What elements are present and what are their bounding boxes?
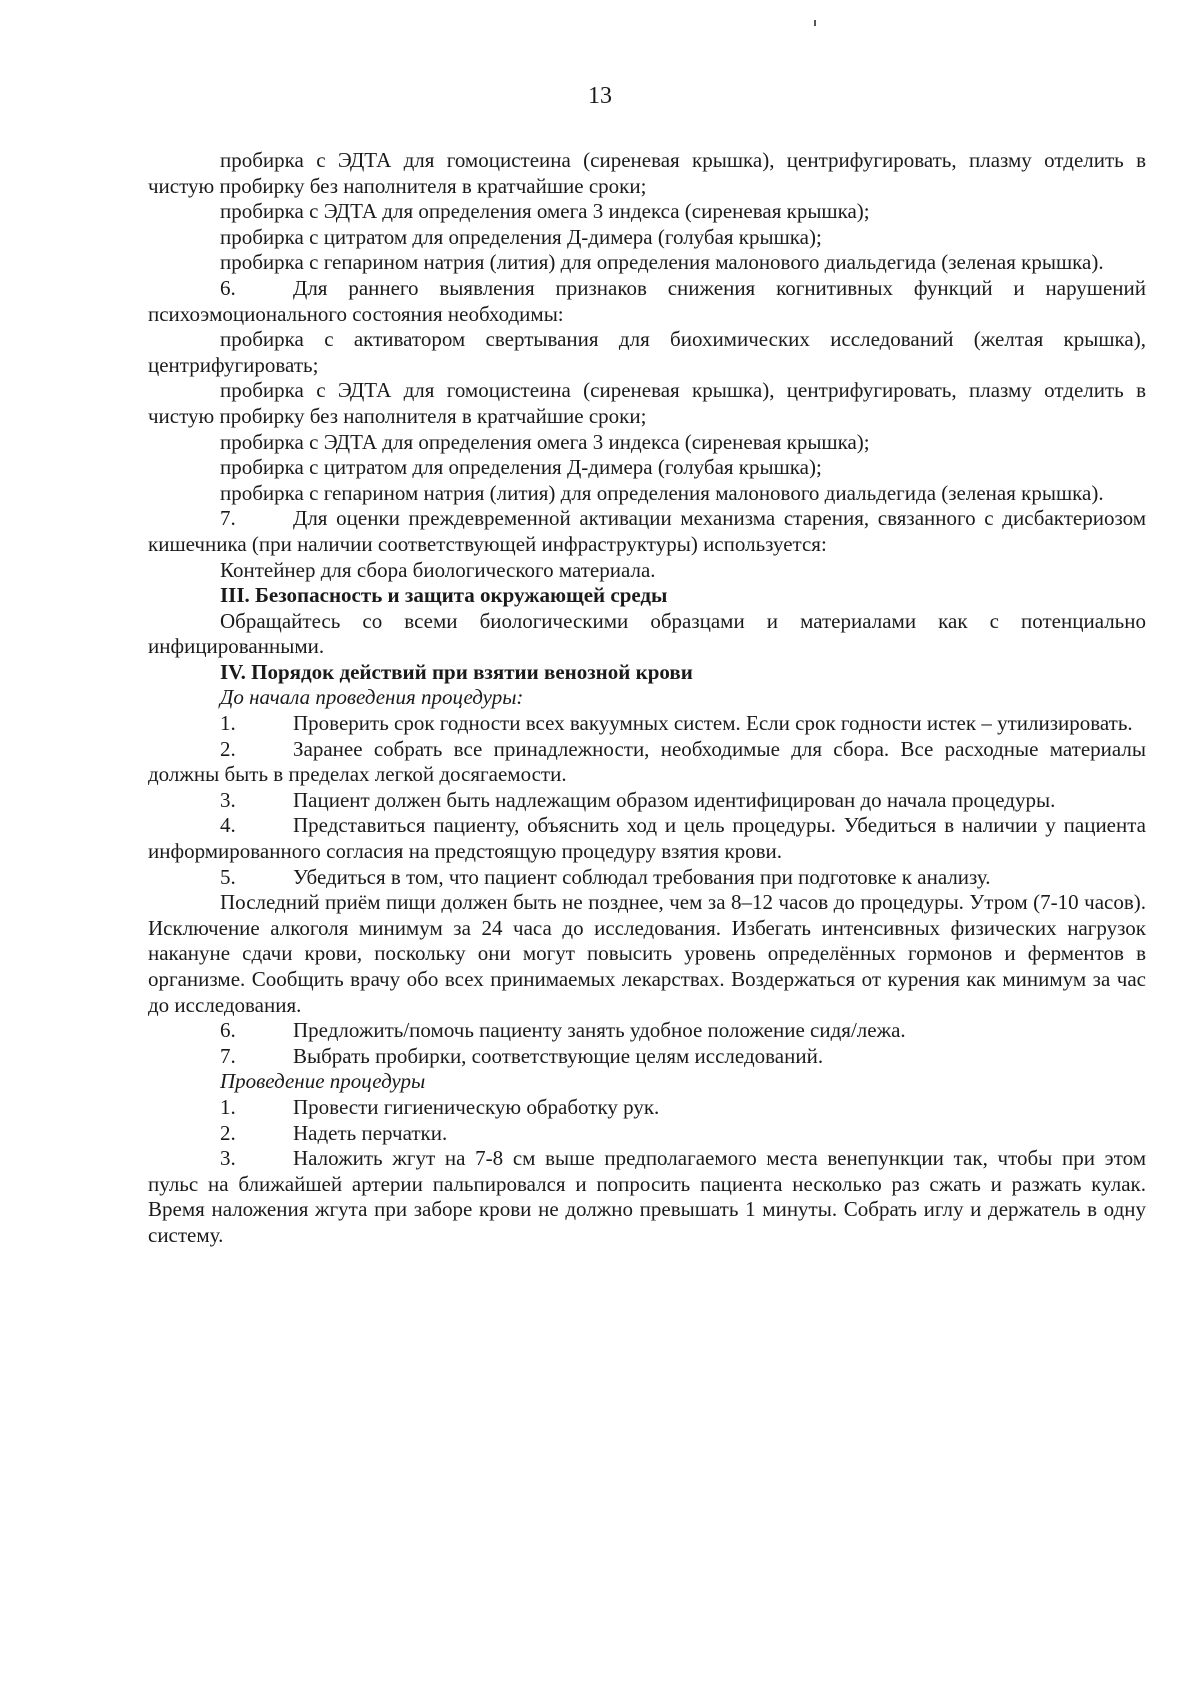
item-number: 7.	[220, 506, 236, 531]
section-heading	[148, 583, 1146, 609]
numbered-paragraph	[148, 1095, 1146, 1121]
paragraph-text: Контейнер для сбора биологического материала.	[220, 557, 656, 582]
document-body	[148, 148, 1146, 1249]
subheading-text: До начала проведения процедуры:	[220, 685, 524, 710]
paragraph	[148, 890, 1146, 1018]
paragraph	[148, 609, 1146, 660]
paragraph-text: пробирка с ЭДТА для определения омега 3 индекса (сиреневая крышка);	[220, 429, 870, 454]
paragraph	[148, 558, 1146, 584]
paragraph	[148, 430, 1146, 456]
subheading	[148, 1069, 1146, 1095]
paragraph-text: пробирка с активатором свертывания для биохимических исследований (желтая крышка), центрифугировать;	[148, 327, 1146, 377]
paragraph	[148, 225, 1146, 251]
numbered-paragraph	[148, 506, 1146, 557]
item-number: 7.	[220, 1043, 236, 1068]
paragraph-text: пробирка с цитратом для определения Д-димера (голубая крышка);	[220, 455, 822, 480]
paragraph-text: Надеть перчатки.	[293, 1120, 448, 1145]
item-number: 3.	[220, 1146, 236, 1171]
numbered-paragraph	[148, 1018, 1146, 1044]
paragraph-text: пробирка с ЭДТА для гомоцистеина (сиреневая крышка), центрифугировать, плазму отделить в чистую пробирку без наполнителя в кратчайшие сроки;	[148, 378, 1146, 428]
paragraph	[148, 148, 1146, 199]
item-number: 2.	[220, 1120, 236, 1145]
paragraph-text: Последний приём пищи должен быть не позднее, чем за 8–12 часов до процедуры. Утром (7-10 часов). Исключение алкоголя минимум за 24 часа до исследования. Избегать интенсивных физических нагрузок накануне сдачи крови, поскольку они могут повысить уровень определённых гормонов и ферментов в организме. Сообщить врачу обо всех принимаемых лекарствах. Воздержаться от курения как минимум за час до исследования.	[148, 890, 1146, 1017]
paragraph-text: Предложить/помочь пациенту занять удобное положение сидя/лежа.	[293, 1018, 906, 1043]
paragraph-text: пробирка с ЭДТА для определения омега 3 индекса (сиреневая крышка);	[220, 199, 870, 224]
numbered-paragraph	[148, 737, 1146, 788]
subheading-text: Проведение процедуры	[220, 1069, 426, 1094]
section-heading-text: IV. Порядок действий при взятии венозной крови	[220, 659, 693, 684]
paragraph-text: Для раннего выявления признаков снижения когнитивных функций и нарушений психоэмоционального состояния необходимы:	[148, 275, 1146, 326]
scan-speck	[814, 20, 816, 26]
paragraph-text: Обращайтесь со всеми биологическими образцами и материалами как с потенциально инфицированными.	[148, 608, 1146, 659]
paragraph	[148, 378, 1146, 429]
subheading	[148, 685, 1146, 711]
paragraph-text: пробирка с гепарином натрия (лития) для определения малонового диальдегида (зеленая крышка).	[220, 480, 1104, 505]
paragraph-text: Проверить срок годности всех вакуумных систем. Если срок годности истек – утилизировать.	[293, 711, 1133, 736]
item-number: 1.	[220, 1094, 236, 1119]
item-number: 4.	[220, 813, 236, 838]
section-heading	[148, 660, 1146, 686]
numbered-paragraph	[148, 788, 1146, 814]
section-heading-text: III. Безопасность и защита окружающей среды	[220, 583, 668, 608]
numbered-paragraph	[148, 1121, 1146, 1147]
paragraph-text: Выбрать пробирки, соответствующие целям исследований.	[293, 1043, 824, 1068]
paragraph-text: Провести гигиеническую обработку рук.	[293, 1094, 660, 1119]
paragraph-text: Наложить жгут на 7-8 см выше предполагаемого места венепункции так, чтобы при этом пульс на ближайшей артерии пальпировался и попросить пациента несколько раз сжать и разжать кулак. Время наложения жгута при заборе крови не должно превышать 1 минуты. Собрать иглу и держатель в одну систему.	[148, 1146, 1146, 1247]
paragraph-text: пробирка с ЭДТА для гомоцистеина (сиреневая крышка), центрифугировать, плазму отделить в чистую пробирку без наполнителя в кратчайшие сроки;	[148, 148, 1146, 198]
numbered-paragraph	[148, 865, 1146, 891]
paragraph	[148, 327, 1146, 378]
item-number: 5.	[220, 864, 236, 889]
paragraph-text: Для оценки преждевременной активации механизма старения, связанного с дисбактериозом кишечника (при наличии соответствующей инфраструктуры) используется:	[148, 506, 1146, 556]
item-number: 2.	[220, 736, 236, 761]
paragraph-text: пробирка с гепарином натрия (лития) для определения малонового диальдегида (зеленая крышка).	[220, 250, 1104, 275]
paragraph-text: Пациент должен быть надлежащим образом идентифицирован до начала процедуры.	[293, 787, 1056, 812]
paragraph-text: пробирка с цитратом для определения Д-димера (голубая крышка);	[220, 224, 822, 249]
numbered-paragraph	[148, 1044, 1146, 1070]
numbered-paragraph	[148, 276, 1146, 327]
numbered-paragraph	[148, 1146, 1146, 1248]
item-number: 3.	[220, 787, 236, 812]
item-number: 6.	[220, 275, 236, 300]
page-number: 13	[588, 83, 612, 109]
item-number: 6.	[220, 1018, 236, 1043]
paragraph-text: Убедиться в том, что пациент соблюдал требования при подготовке к анализу.	[293, 864, 991, 889]
numbered-paragraph	[148, 813, 1146, 864]
paragraph	[148, 250, 1146, 276]
item-number: 1.	[220, 711, 236, 736]
paragraph	[148, 455, 1146, 481]
paragraph	[148, 199, 1146, 225]
paragraph-text: Представиться пациенту, объяснить ход и цель процедуры. Убедиться в наличии у пациента информированного согласия на предстоящую процедуру взятия крови.	[148, 813, 1146, 864]
paragraph-text: Заранее собрать все принадлежности, необходимые для сбора. Все расходные материалы должны быть в пределах легкой досягаемости.	[148, 736, 1146, 787]
numbered-paragraph	[148, 711, 1146, 737]
paragraph	[148, 481, 1146, 507]
